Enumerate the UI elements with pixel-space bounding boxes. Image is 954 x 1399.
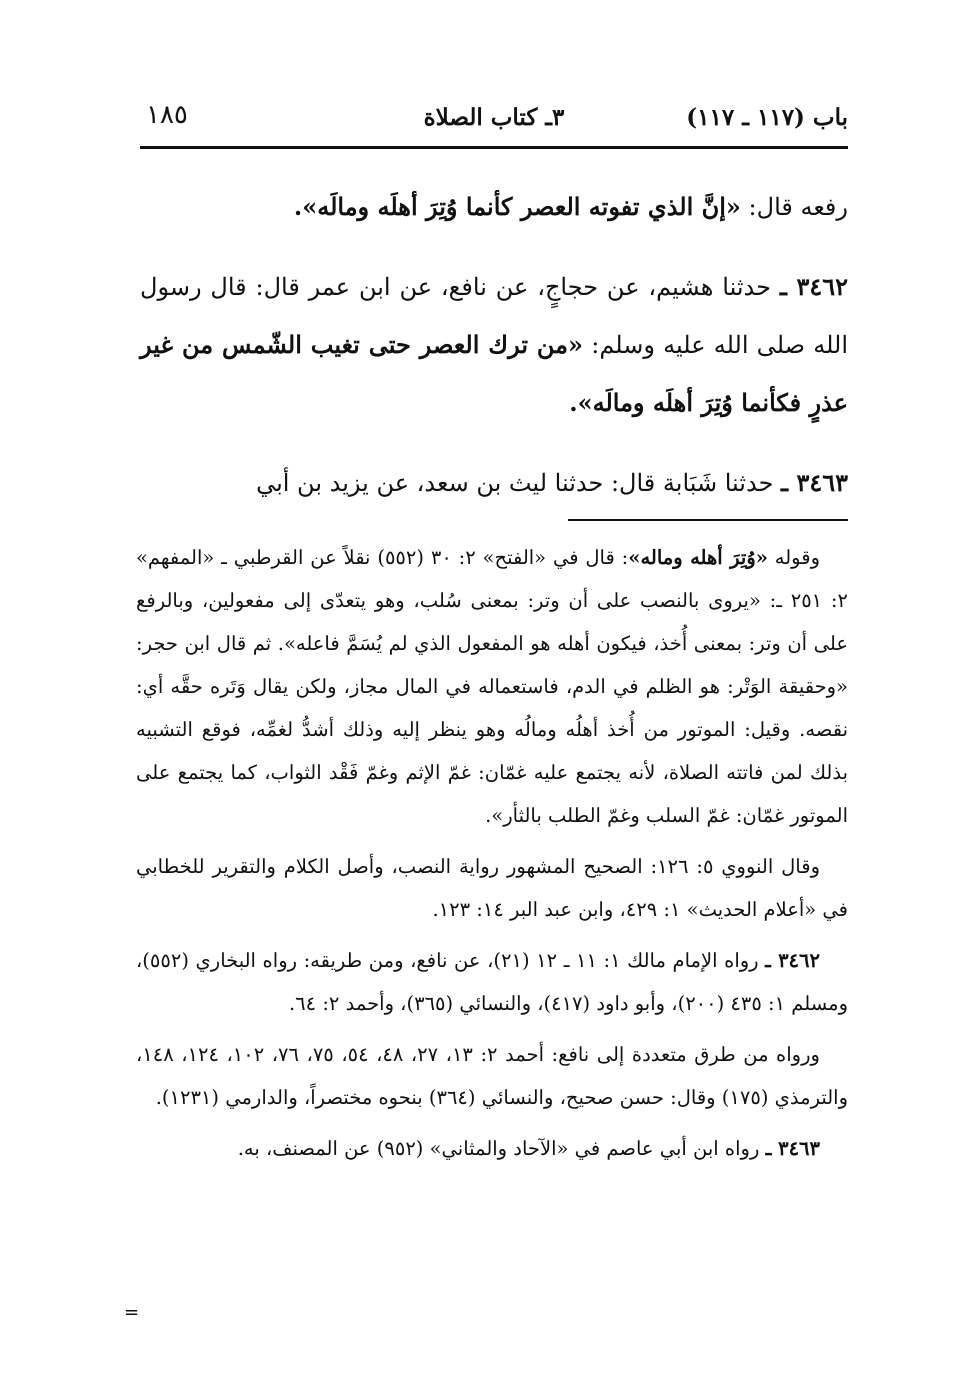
footnotes — [136, 536, 848, 1178]
footnote — [136, 1127, 848, 1170]
footnote — [136, 536, 848, 837]
hadith-chain: حدثنا هشيم، عن حجاجٍ، عن نافع، عن ابن عمر قال: قال رسول الله صلى الله عليه وسلم: — [140, 273, 848, 359]
main-text — [140, 178, 848, 534]
footnote-text: رواه الإمام مالك ١: ١١ ـ ١٢ (٢١)، عن نافع، ومن طريقه: رواه البخاري (٥٥٢)، ومسلم ١: ٤٣٥ (٢٠٠)، وأبو داود (٤١٧)، والنسائي (٣٦٥)، وأحمد ٢: ٦٤. — [136, 949, 848, 1015]
hadith-quote: «إنَّ الذي تفوته العصر كأنما وُتِرَ أهلَه ومالَه». — [293, 192, 741, 221]
hadith-number: ٣٤٦٢ ـ — [779, 272, 848, 301]
footnote-lead: وقوله — [767, 546, 820, 569]
header-rule — [140, 146, 848, 149]
page-number: ١٨٥ — [146, 100, 188, 130]
footnote-quote: «وُتِرَ أهله وماله» — [628, 546, 768, 569]
running-header — [140, 100, 848, 144]
footnote — [136, 939, 848, 1025]
hadith-quote: «من ترك العصر حتى تغيب الشّمس من غير عذرٍ فكأنما وُتِرَ أهلَه ومالَه». — [140, 330, 848, 417]
hadith-3463 — [140, 454, 848, 512]
footnote: ورواه من طرق متعددة إلى نافع: أحمد ٢: ١٣، ٢٧، ٤٨، ٥٤، ٧٥، ٧٦، ١٠٢، ١٢٤، ١٤٨، والترمذي (١٧٥) وقال: حسن صحيح، والنسائي (٣٦٤) بنحوه مختصراً، والدارمي (١٢٣١). — [136, 1043, 848, 1109]
hadith-3462 — [140, 258, 848, 432]
hadith-chain: حدثنا شَبَابة قال: حدثنا ليث بن سعد، عن يزيد بن أبي — [256, 469, 782, 497]
footnote-separator — [568, 519, 848, 521]
paragraph-lead: رفعه قال: — [740, 193, 848, 221]
footnote-number: ٣٤٦٣ ـ — [765, 1137, 820, 1160]
footnote-text: رواه ابن أبي عاصم في «الآحاد والمثاني» (٩٥٢) عن المصنف، به. — [237, 1137, 766, 1160]
hadith-number: ٣٤٦٣ ـ — [781, 468, 848, 497]
chapter-range: باب (١١٧ ـ ١١٧) — [686, 104, 848, 131]
footnote-text: : قال في «الفتح» ٢: ٣٠ (٥٥٢) نقلاً عن القرطبي ـ «المفهم» ٢: ٢٥١ ـ: «يروى بالنصب على أن وتر: بمعنى سُلب، وهو يتعدّى إلى مفعولين، وبالرفع على أن وتر: بمعنى أُخذ، فيكون أهله هو المفعول الذي لم يُسَمَّ فاعله». ثم قال ابن حجر: «وحقيقة الوَتْر: هو الظلم في الدم، فاستعماله في المال مجاز، ولكن يقال وَتَره حقَّه أي: نقصه. وقيل: الموتور من أُخذ أهلُه ومالُه وهو ينظر إليه وذلك أشدُّ لغمِّه، فوقع التشبيه بذلك لمن فاتته الصلاة، لأنه يجتمع عليه غمّان: غمّ الإثم وغمّ فَقْد الثواب، كما يجتمع على الموتور غمّان: غمّ السلب وغمّ الطلب بالثأر». — [136, 546, 848, 827]
book-title: ٣ـ كتاب الصلاة — [423, 104, 565, 131]
paragraph-continuation — [140, 178, 848, 236]
footnote: وقال النووي ٥: ١٢٦: الصحيح المشهور رواية النصب، وأصل الكلام والتقرير للخطابي في «أعلام الحديث» ١: ٤٢٩، وابن عبد البر ١٤: ١٢٣. — [136, 855, 848, 921]
footnote-number: ٣٤٦٢ ـ — [765, 949, 820, 972]
continuation-mark: = — [124, 1302, 140, 1323]
